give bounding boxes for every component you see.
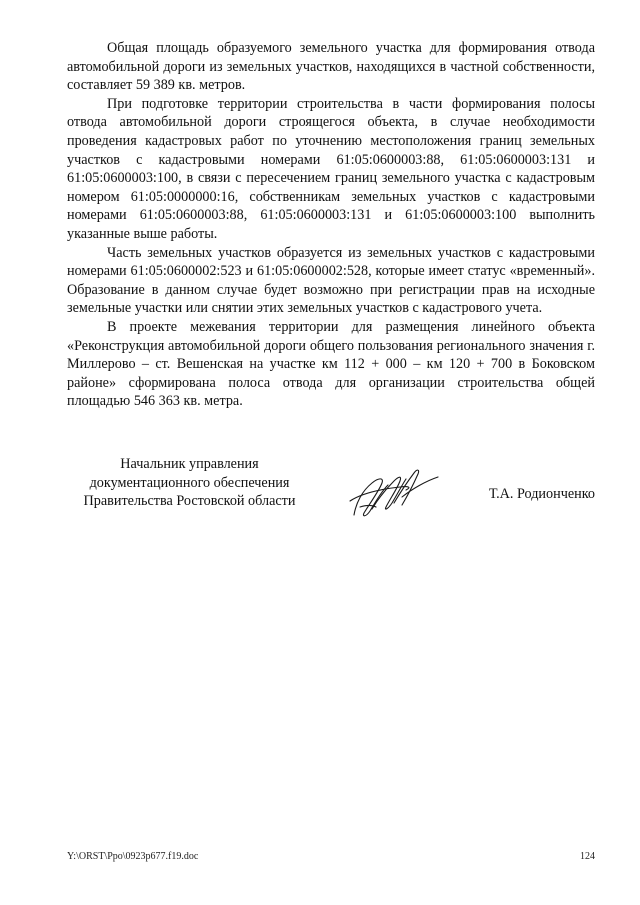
signature-block	[67, 455, 595, 525]
signatory-title	[67, 455, 312, 511]
signatory-title-line-1: Начальник управления	[120, 456, 259, 472]
handwritten-signature	[342, 463, 442, 523]
paragraph-project-strip: В проекте межевания территории для размещения линейного объекта «Реконструкция автомобильной дороги общего пользования регионального значения г. Миллерово – ст. Вешенская на участке км 112 + 000 – км 120 + 700 в Боковском районе» сформирована полоса отвода для организации строительства общей площадью 546 363 кв. метра.	[67, 318, 595, 410]
signatory-name: Т.А. Родионченко	[488, 486, 595, 502]
paragraph-temporary-status: Часть земельных участков образуется из земельных участков с кадастровыми номерами 61:05:0600002:523 и 61:05:0600002:528, которые имеет статус «временный». Образование в данном случае будет возможно при регистрации прав на исходные земельные участки или снятии этих земельных участков с кадастрового учета.	[67, 244, 595, 317]
signatory-title-line-2: документационного обеспечения	[89, 474, 290, 491]
paragraph-total-area: Общая площадь образуемого земельного участка для формирования отвода автомобильной дороги из земельных участков, находящихся в частной собственности, составляет 59 389 кв. метров.	[67, 40, 595, 94]
paragraph-cadastral-works: При подготовке территории строительства в части формирования полосы отвода автомобильной дороги строящегося объекта, в случае необходимости проведения кадастровых работ по уточнению местоположения границ земельных участков с кадастровыми номерами 61:05:0600003:88, 61:05:0600003:131 и 61:05:0600003:100, в связи с пересечением границ земельного участка с кадастровым номером 61:05:0000000:16, собственникам земельных участков с кадастровыми номерами 61:05:0600003:88, 61:05:0600003:131 и 61:05:0600003:100 выполнить указанные выше работы.	[67, 95, 595, 242]
page-footer	[67, 851, 595, 865]
footer-page-number: 124	[580, 851, 595, 862]
signatory-title-line-3: Правительства Ростовской области	[83, 493, 296, 510]
footer-file-path: Y:\ORST\Ppo\0923p677.f19.doc	[67, 851, 199, 862]
document-body	[67, 39, 595, 411]
